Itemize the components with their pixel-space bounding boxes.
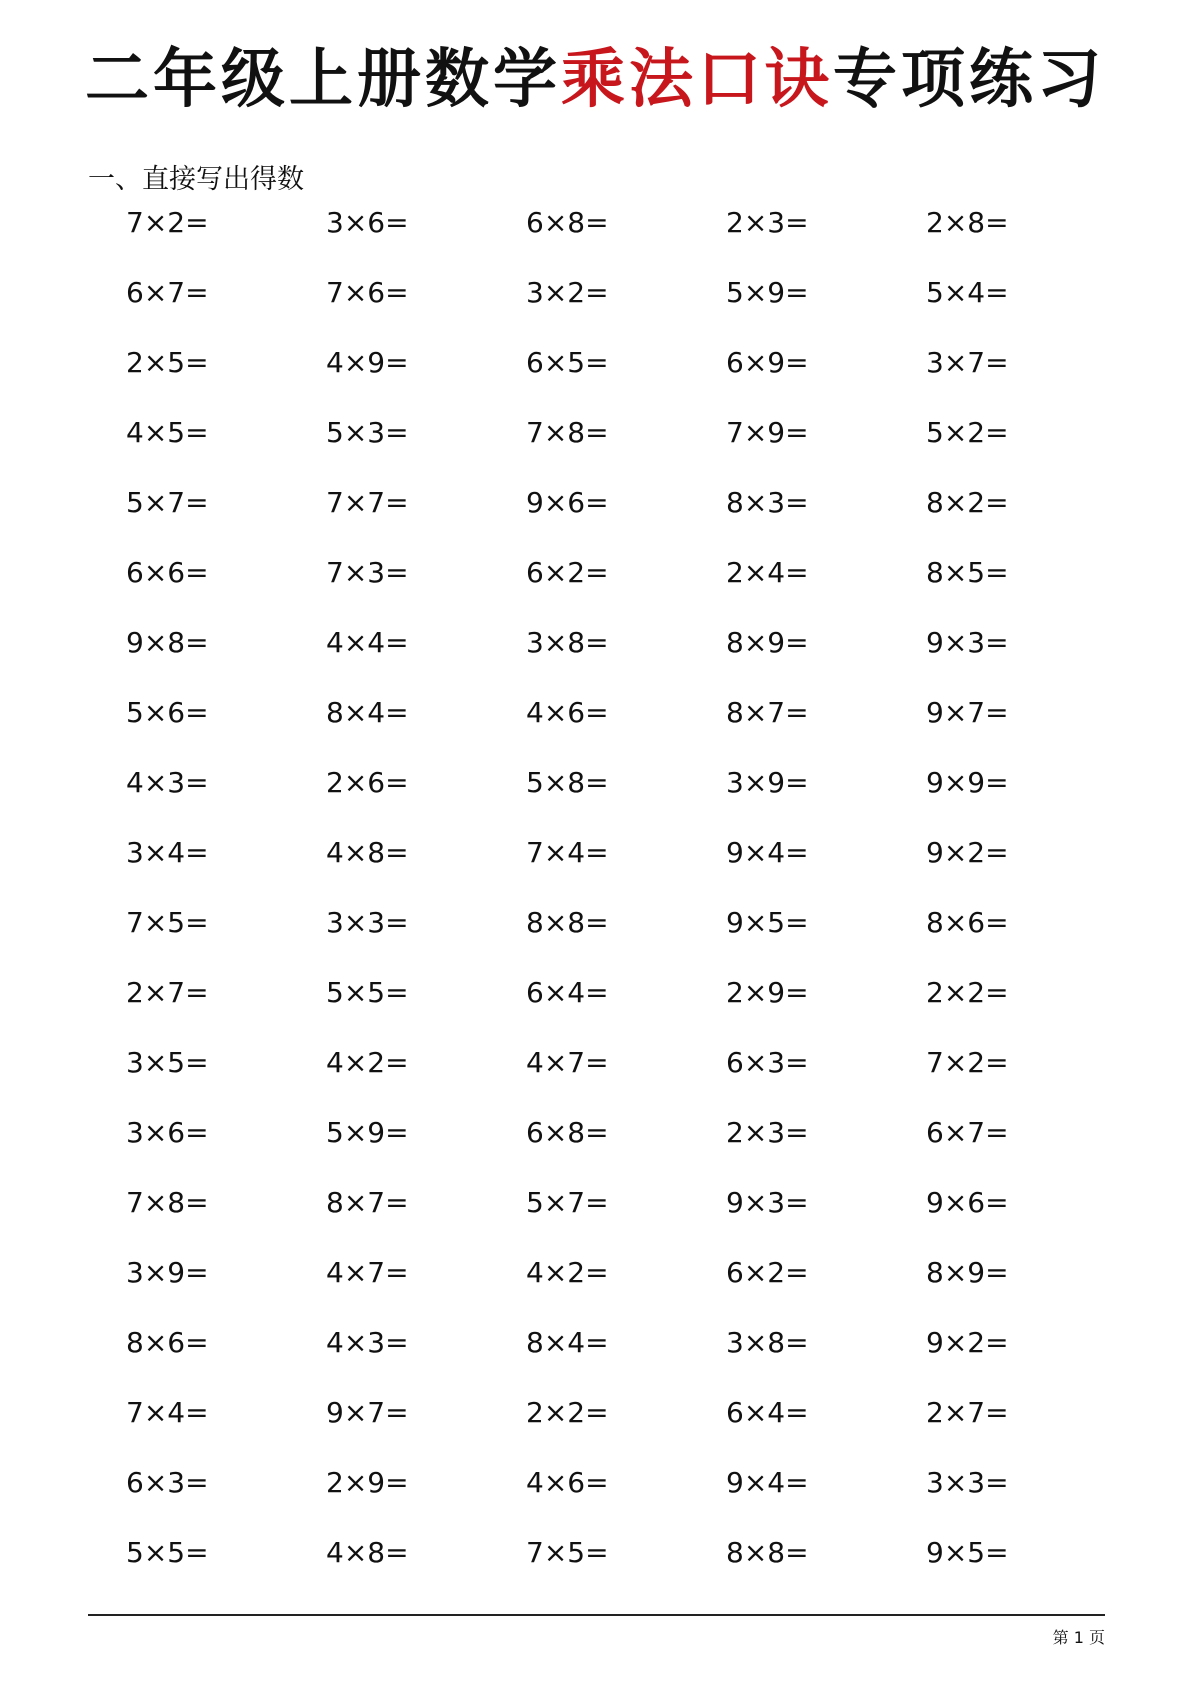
problem-row xyxy=(126,835,1126,905)
problem-item: 2×3= xyxy=(726,1116,809,1149)
problem-item: 2×9= xyxy=(726,976,809,1009)
problem-item: 6×5= xyxy=(526,346,609,379)
problem-item: 4×7= xyxy=(526,1046,609,1079)
problem-item: 6×8= xyxy=(526,1116,609,1149)
problem-item: 3×7= xyxy=(926,346,1009,379)
problem-item: 5×5= xyxy=(326,976,409,1009)
footer-divider xyxy=(88,1614,1105,1616)
problem-row xyxy=(126,1255,1126,1325)
problem-item: 7×6= xyxy=(326,276,409,309)
problem-row xyxy=(126,765,1126,835)
problem-item: 2×2= xyxy=(926,976,1009,1009)
problem-item: 3×6= xyxy=(126,1116,209,1149)
problem-item: 2×7= xyxy=(126,976,209,1009)
problem-row xyxy=(126,1185,1126,1255)
page-number: 第 1 页 xyxy=(1052,1628,1105,1647)
problem-item: 9×6= xyxy=(926,1186,1009,1219)
problem-item: 7×2= xyxy=(926,1046,1009,1079)
problem-item: 2×7= xyxy=(926,1396,1009,1429)
problem-row xyxy=(126,1325,1126,1395)
problem-item: 2×5= xyxy=(126,346,209,379)
problem-item: 2×2= xyxy=(526,1396,609,1429)
problem-item: 8×4= xyxy=(526,1326,609,1359)
problem-item: 7×7= xyxy=(326,486,409,519)
problem-item: 3×2= xyxy=(526,276,609,309)
problem-item: 7×2= xyxy=(126,206,209,239)
problem-item: 9×8= xyxy=(126,626,209,659)
problem-item: 9×7= xyxy=(326,1396,409,1429)
problem-item: 3×8= xyxy=(526,626,609,659)
problem-row xyxy=(126,905,1126,975)
problem-item: 3×9= xyxy=(126,1256,209,1289)
problem-item: 3×3= xyxy=(926,1466,1009,1499)
problem-item: 2×6= xyxy=(326,766,409,799)
problem-row xyxy=(126,1535,1126,1605)
problem-item: 5×7= xyxy=(126,486,209,519)
problem-item: 2×9= xyxy=(326,1466,409,1499)
problem-item: 7×5= xyxy=(526,1536,609,1569)
problem-row xyxy=(126,975,1126,1045)
problem-item: 9×3= xyxy=(926,626,1009,659)
problem-row xyxy=(126,415,1126,485)
problem-grid xyxy=(126,205,1126,1605)
problem-item: 8×7= xyxy=(726,696,809,729)
problem-item: 5×2= xyxy=(926,416,1009,449)
problem-item: 9×7= xyxy=(926,696,1009,729)
problem-item: 6×3= xyxy=(126,1466,209,1499)
problem-item: 3×8= xyxy=(726,1326,809,1359)
problem-item: 9×3= xyxy=(726,1186,809,1219)
problem-item: 4×3= xyxy=(126,766,209,799)
problem-item: 6×2= xyxy=(526,556,609,589)
problem-item: 7×4= xyxy=(126,1396,209,1429)
problem-item: 4×3= xyxy=(326,1326,409,1359)
problem-item: 6×4= xyxy=(526,976,609,1009)
problem-row xyxy=(126,205,1126,275)
problem-item: 8×8= xyxy=(526,906,609,939)
problem-item: 6×8= xyxy=(526,206,609,239)
problem-item: 6×7= xyxy=(926,1116,1009,1149)
problem-item: 4×4= xyxy=(326,626,409,659)
problem-item: 8×9= xyxy=(926,1256,1009,1289)
problem-row xyxy=(126,555,1126,625)
problem-item: 3×9= xyxy=(726,766,809,799)
page-title xyxy=(0,35,1190,125)
problem-item: 7×5= xyxy=(126,906,209,939)
problem-item: 5×7= xyxy=(526,1186,609,1219)
problem-item: 9×4= xyxy=(726,1466,809,1499)
title-highlight: 乘法口诀 xyxy=(561,42,833,117)
problem-item: 7×8= xyxy=(126,1186,209,1219)
problem-item: 9×5= xyxy=(726,906,809,939)
problem-item: 4×6= xyxy=(526,696,609,729)
problem-item: 4×2= xyxy=(526,1256,609,1289)
title-part2: 专项练习 xyxy=(833,42,1105,117)
problem-item: 8×5= xyxy=(926,556,1009,589)
problem-item: 6×6= xyxy=(126,556,209,589)
problem-item: 4×2= xyxy=(326,1046,409,1079)
problem-item: 7×3= xyxy=(326,556,409,589)
problem-item: 9×2= xyxy=(926,836,1009,869)
problem-item: 7×8= xyxy=(526,416,609,449)
section-label: 一、直接写出得数 xyxy=(88,164,304,195)
problem-item: 4×7= xyxy=(326,1256,409,1289)
problem-item: 5×4= xyxy=(926,276,1009,309)
problem-item: 3×6= xyxy=(326,206,409,239)
problem-item: 4×6= xyxy=(526,1466,609,1499)
problem-item: 6×7= xyxy=(126,276,209,309)
problem-item: 3×3= xyxy=(326,906,409,939)
problem-item: 5×9= xyxy=(326,1116,409,1149)
problem-item: 6×9= xyxy=(726,346,809,379)
problem-item: 6×3= xyxy=(726,1046,809,1079)
problem-item: 5×5= xyxy=(126,1536,209,1569)
problem-item: 9×2= xyxy=(926,1326,1009,1359)
problem-item: 4×8= xyxy=(326,1536,409,1569)
problem-row xyxy=(126,1045,1126,1115)
problem-item: 8×6= xyxy=(126,1326,209,1359)
problem-item: 3×5= xyxy=(126,1046,209,1079)
problem-item: 8×6= xyxy=(926,906,1009,939)
problem-item: 9×9= xyxy=(926,766,1009,799)
problem-item: 2×4= xyxy=(726,556,809,589)
problem-item: 3×4= xyxy=(126,836,209,869)
problem-item: 9×6= xyxy=(526,486,609,519)
problem-row xyxy=(126,1115,1126,1185)
problem-item: 4×9= xyxy=(326,346,409,379)
problem-item: 6×4= xyxy=(726,1396,809,1429)
problem-item: 8×9= xyxy=(726,626,809,659)
problem-item: 6×2= xyxy=(726,1256,809,1289)
problem-item: 7×9= xyxy=(726,416,809,449)
problem-item: 9×4= xyxy=(726,836,809,869)
problem-item: 2×3= xyxy=(726,206,809,239)
problem-item: 7×4= xyxy=(526,836,609,869)
problem-row xyxy=(126,625,1126,695)
problem-item: 5×6= xyxy=(126,696,209,729)
problem-row xyxy=(126,1465,1126,1535)
problem-item: 4×8= xyxy=(326,836,409,869)
problem-item: 8×3= xyxy=(726,486,809,519)
problem-item: 4×5= xyxy=(126,416,209,449)
problem-item: 9×5= xyxy=(926,1536,1009,1569)
problem-item: 8×2= xyxy=(926,486,1009,519)
problem-item: 5×9= xyxy=(726,276,809,309)
problem-item: 2×8= xyxy=(926,206,1009,239)
problem-row xyxy=(126,275,1126,345)
problem-item: 8×4= xyxy=(326,696,409,729)
problem-item: 5×8= xyxy=(526,766,609,799)
problem-row xyxy=(126,1395,1126,1465)
problem-item: 5×3= xyxy=(326,416,409,449)
title-part1: 二年级上册数学 xyxy=(85,42,561,117)
problem-item: 8×8= xyxy=(726,1536,809,1569)
problem-row xyxy=(126,695,1126,765)
problem-item: 8×7= xyxy=(326,1186,409,1219)
problem-row xyxy=(126,345,1126,415)
problem-row xyxy=(126,485,1126,555)
